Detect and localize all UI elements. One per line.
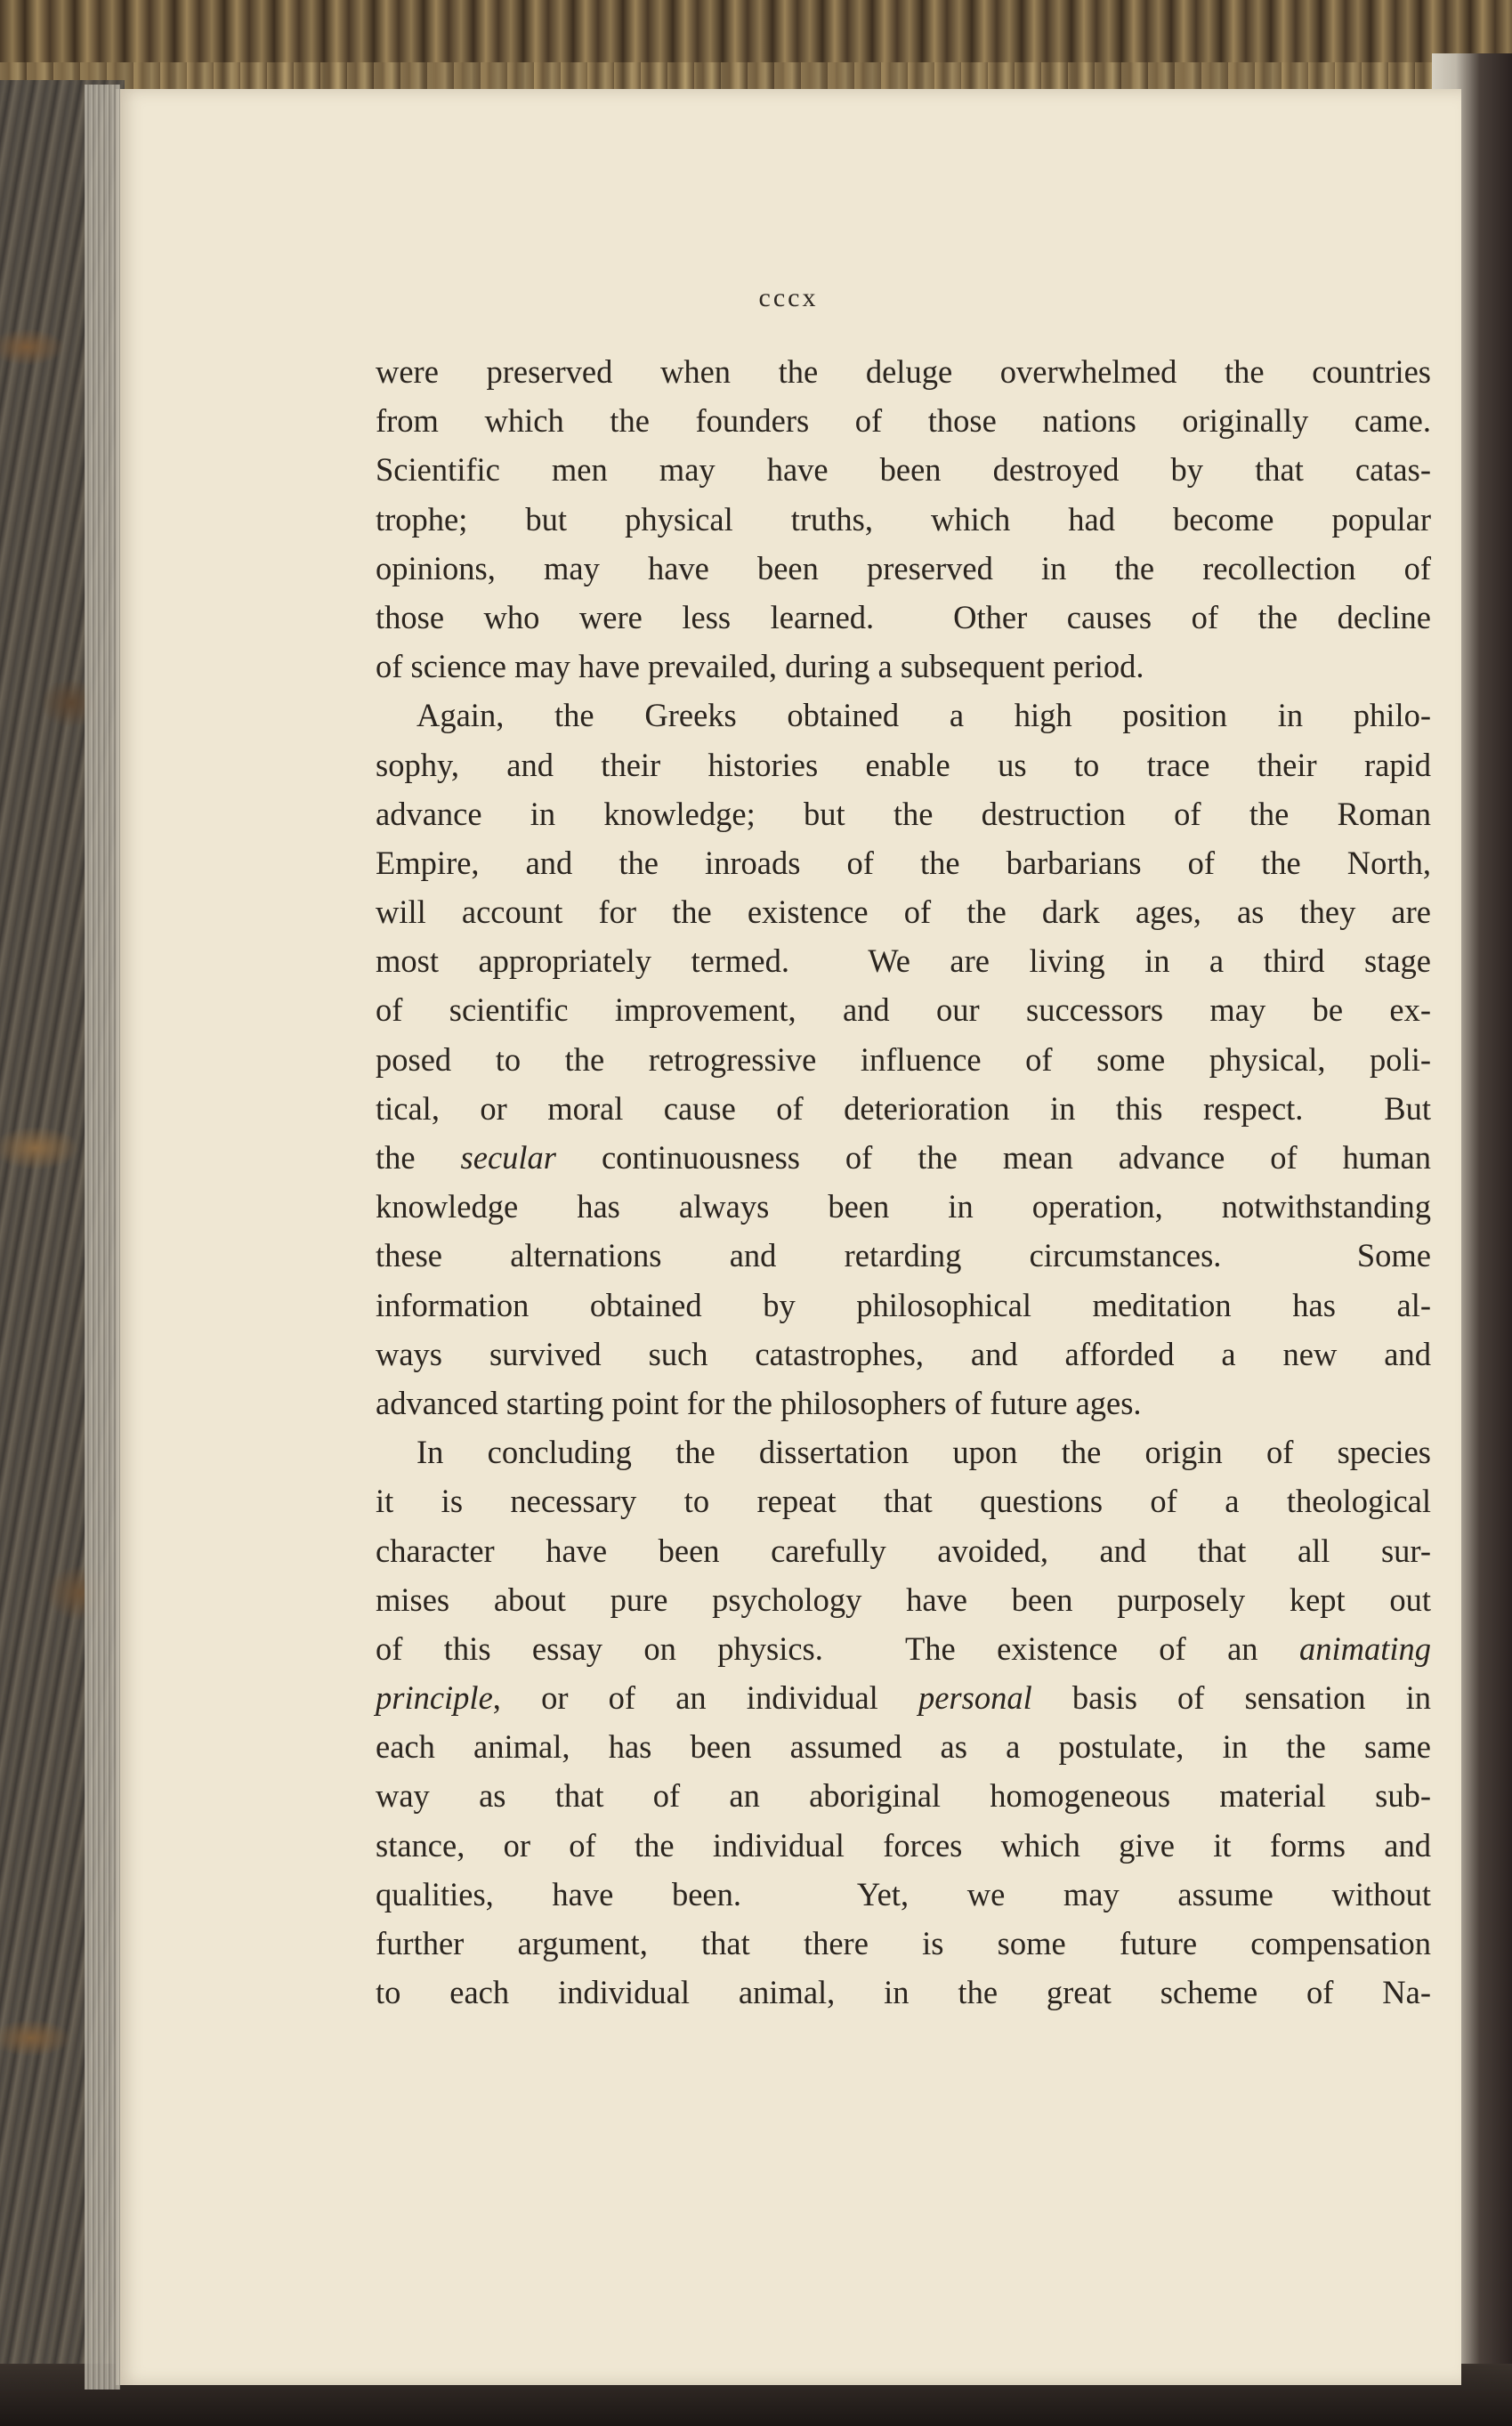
text-segment: qualities, have been. Yet, we may assume without xyxy=(376,1875,1431,1912)
text-segment: to each individual animal, in the great scheme of Na- xyxy=(376,1974,1431,2011)
italic-text-segment: principle xyxy=(376,1679,493,1717)
text-segment: those who were less learned. Other causes of the decline xyxy=(376,598,1431,635)
text-line xyxy=(376,1624,1431,1673)
text-segment: posed to the retrogressive influence of some physical, poli- xyxy=(376,1040,1431,1078)
italic-text-segment: personal xyxy=(918,1679,1032,1717)
text-segment: trophe; but physical truths, which had become popular xyxy=(376,500,1431,538)
text-segment: of this essay on physics. The existence of an xyxy=(376,1629,1299,1667)
text-line xyxy=(376,1526,1431,1575)
body-text xyxy=(376,347,1431,2017)
text-line xyxy=(376,1084,1431,1133)
text-line xyxy=(376,740,1431,789)
text-line xyxy=(376,1919,1431,1968)
text-line xyxy=(376,1476,1431,1525)
italic-text-segment: secular xyxy=(460,1139,556,1176)
gilt-head-band xyxy=(0,0,1512,98)
text-segment: knowledge has always been in operation, notwithstanding xyxy=(376,1188,1431,1225)
text-line xyxy=(376,1575,1431,1624)
text-segment: of science may have prevailed, during a subsequent period. xyxy=(376,648,1144,685)
text-line xyxy=(376,495,1431,544)
text-segment: advanced starting point for the philosophers of future ages. xyxy=(376,1384,1142,1421)
text-segment: tical, or moral cause of deterioration in this respect. But xyxy=(376,1089,1431,1127)
text-line xyxy=(376,642,1431,691)
text-segment: were preserved when the deluge overwhelmed the countries xyxy=(376,353,1431,390)
text-segment: continuousness of the mean advance of human xyxy=(556,1139,1431,1176)
text-line xyxy=(376,985,1431,1034)
text-segment: information obtained by philosophical meditation has al- xyxy=(376,1286,1431,1323)
page-number: cccx xyxy=(758,283,819,312)
page-edges xyxy=(85,85,120,2390)
text-segment: opinions, may have been preserved in the recollection of xyxy=(376,549,1431,586)
text-segment: the xyxy=(376,1139,461,1176)
text-segment: character have been carefully avoided, and that all sur- xyxy=(376,1532,1431,1569)
text-segment: most appropriately termed. We are living in a third stage xyxy=(376,942,1431,980)
text-line xyxy=(376,347,1431,396)
text-segment: Scientific men may have been destroyed by that catas- xyxy=(376,451,1431,489)
text-segment: mises about pure psychology have been purposely kept out xyxy=(376,1581,1431,1618)
text-segment: way as that of an aboriginal homogeneous material sub- xyxy=(376,1777,1431,1815)
text-line xyxy=(376,936,1431,985)
text-line xyxy=(376,1427,1431,1476)
text-segment: from which the founders of those nations originally came. xyxy=(376,402,1431,440)
text-segment: further argument, that there is some future compensation xyxy=(376,1925,1431,1961)
text-line xyxy=(376,1379,1431,1427)
text-line xyxy=(376,1035,1431,1084)
text-line xyxy=(376,1673,1431,1722)
text-line xyxy=(376,396,1431,445)
text-segment: basis of sensation in xyxy=(1031,1679,1432,1717)
text-line xyxy=(376,1771,1431,1820)
text-line xyxy=(376,838,1431,887)
text-line xyxy=(376,1231,1431,1280)
text-segment: will account for the existence of the dark ages, as they are xyxy=(376,894,1431,931)
text-segment: stance, or of the individual forces which give it forms and xyxy=(376,1826,1431,1864)
text-segment: , or of an individual xyxy=(492,1679,918,1717)
text-segment: these alternations and retarding circumstances. Some xyxy=(376,1237,1431,1274)
text-segment: it is necessary to repeat that questions of a theological xyxy=(376,1483,1431,1520)
text-line xyxy=(376,1821,1431,1870)
text-segment: In concluding the dissertation upon the origin of species xyxy=(416,1434,1431,1471)
text-line xyxy=(376,445,1431,494)
book-page xyxy=(116,89,1461,2385)
text-line xyxy=(376,1133,1431,1182)
text-line xyxy=(376,593,1431,642)
text-segment: sophy, and their histories enable us to trace their rapid xyxy=(376,746,1431,783)
text-line xyxy=(376,1182,1431,1231)
text-segment: of scientific improvement, and our successors may be ex- xyxy=(376,991,1431,1029)
text-segment: ways survived such catastrophes, and afforded a new and xyxy=(376,1335,1431,1372)
italic-text-segment: animating xyxy=(1298,1629,1431,1667)
text-segment: Again, the Greeks obtained a high position in philo- xyxy=(416,697,1431,734)
text-line xyxy=(376,691,1431,740)
text-segment: advance in knowledge; but the destruction of the Roman xyxy=(376,795,1431,832)
text-line xyxy=(376,1870,1431,1919)
text-segment: each animal, has been assumed as a postulate, in the same xyxy=(376,1728,1431,1766)
text-line xyxy=(376,887,1431,936)
text-line xyxy=(376,1968,1431,2017)
text-segment: Empire, and the inroads of the barbarians of the North, xyxy=(376,844,1431,881)
text-line xyxy=(376,1722,1431,1771)
text-line xyxy=(376,544,1431,593)
text-line xyxy=(376,1330,1431,1379)
text-line xyxy=(376,1281,1431,1330)
text-line xyxy=(376,789,1431,838)
